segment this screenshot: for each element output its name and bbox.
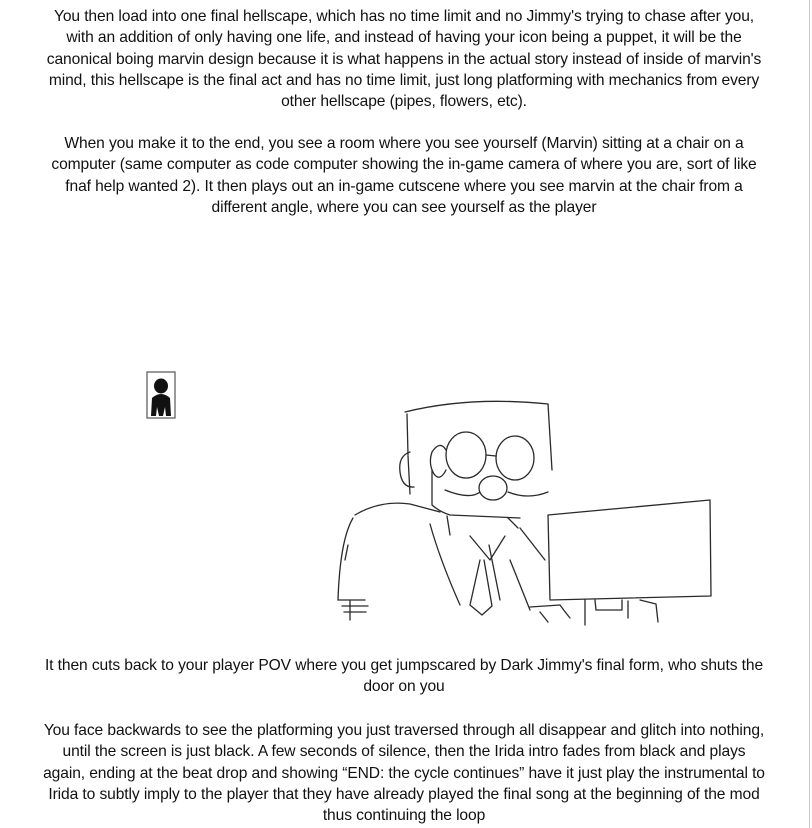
- text-line: It then cuts back to your player POV where you get jumpscared by Dark Jimmy's final form, who shuts the: [44, 657, 764, 674]
- text-line: mind, this hellscape is the final act and has no time limit, just long platforming with mechanics from every: [48, 71, 760, 89]
- text-line: thus continuing the loop: [322, 807, 486, 825]
- text-line: door on you: [363, 678, 445, 696]
- paragraph-end-room: [6, 133, 802, 218]
- text-line: Irida to subtly imply to the player that they have already played the final song at the beginning of the mod: [48, 785, 760, 803]
- silhouette-figure-icon: [147, 372, 175, 418]
- paragraph-final-hellscape: [6, 6, 802, 112]
- text-line: canonical boing marvin design because it is what happens in the actual story instead of inside of marvin's: [46, 50, 762, 68]
- marvin-at-computer-sketch: [338, 401, 711, 625]
- text-line: computer (same computer as code computer showing the in-game camera of where you are, sort of like: [51, 156, 757, 174]
- text-line: with an addition of only having one life, and instead of having your icon being a puppet, it will be the: [66, 29, 742, 47]
- paragraph-ending-loop: [6, 720, 802, 826]
- illustration: [0, 360, 812, 640]
- text-line: other hellscape (pipes, flowers, etc).: [281, 93, 527, 111]
- text-line: You face backwards to see the platforming you just traversed through all disappear and glitch into nothing,: [43, 722, 765, 739]
- text-line: again, ending at the beat drop and showing “END: the cycle continues” have it just play the instrumental to: [43, 764, 765, 782]
- text-line: until the screen is just black. A few seconds of silence, then the Irida intro fades from black and plays: [62, 743, 746, 761]
- paragraph-jumpscare: [6, 655, 802, 698]
- text-line: When you make it to the end, you see a room where you see yourself (Marvin) sitting at a chair on a: [64, 135, 744, 152]
- text-line: You then load into one final hellscape, which has no time limit and no Jimmy's trying to chase after you,: [53, 8, 755, 25]
- text-line: different angle, where you can see yourself as the player: [211, 198, 597, 216]
- text-line: fnaf help wanted 2). It then plays out an in-game cutscene where you see marvin at the chair from a: [65, 177, 743, 195]
